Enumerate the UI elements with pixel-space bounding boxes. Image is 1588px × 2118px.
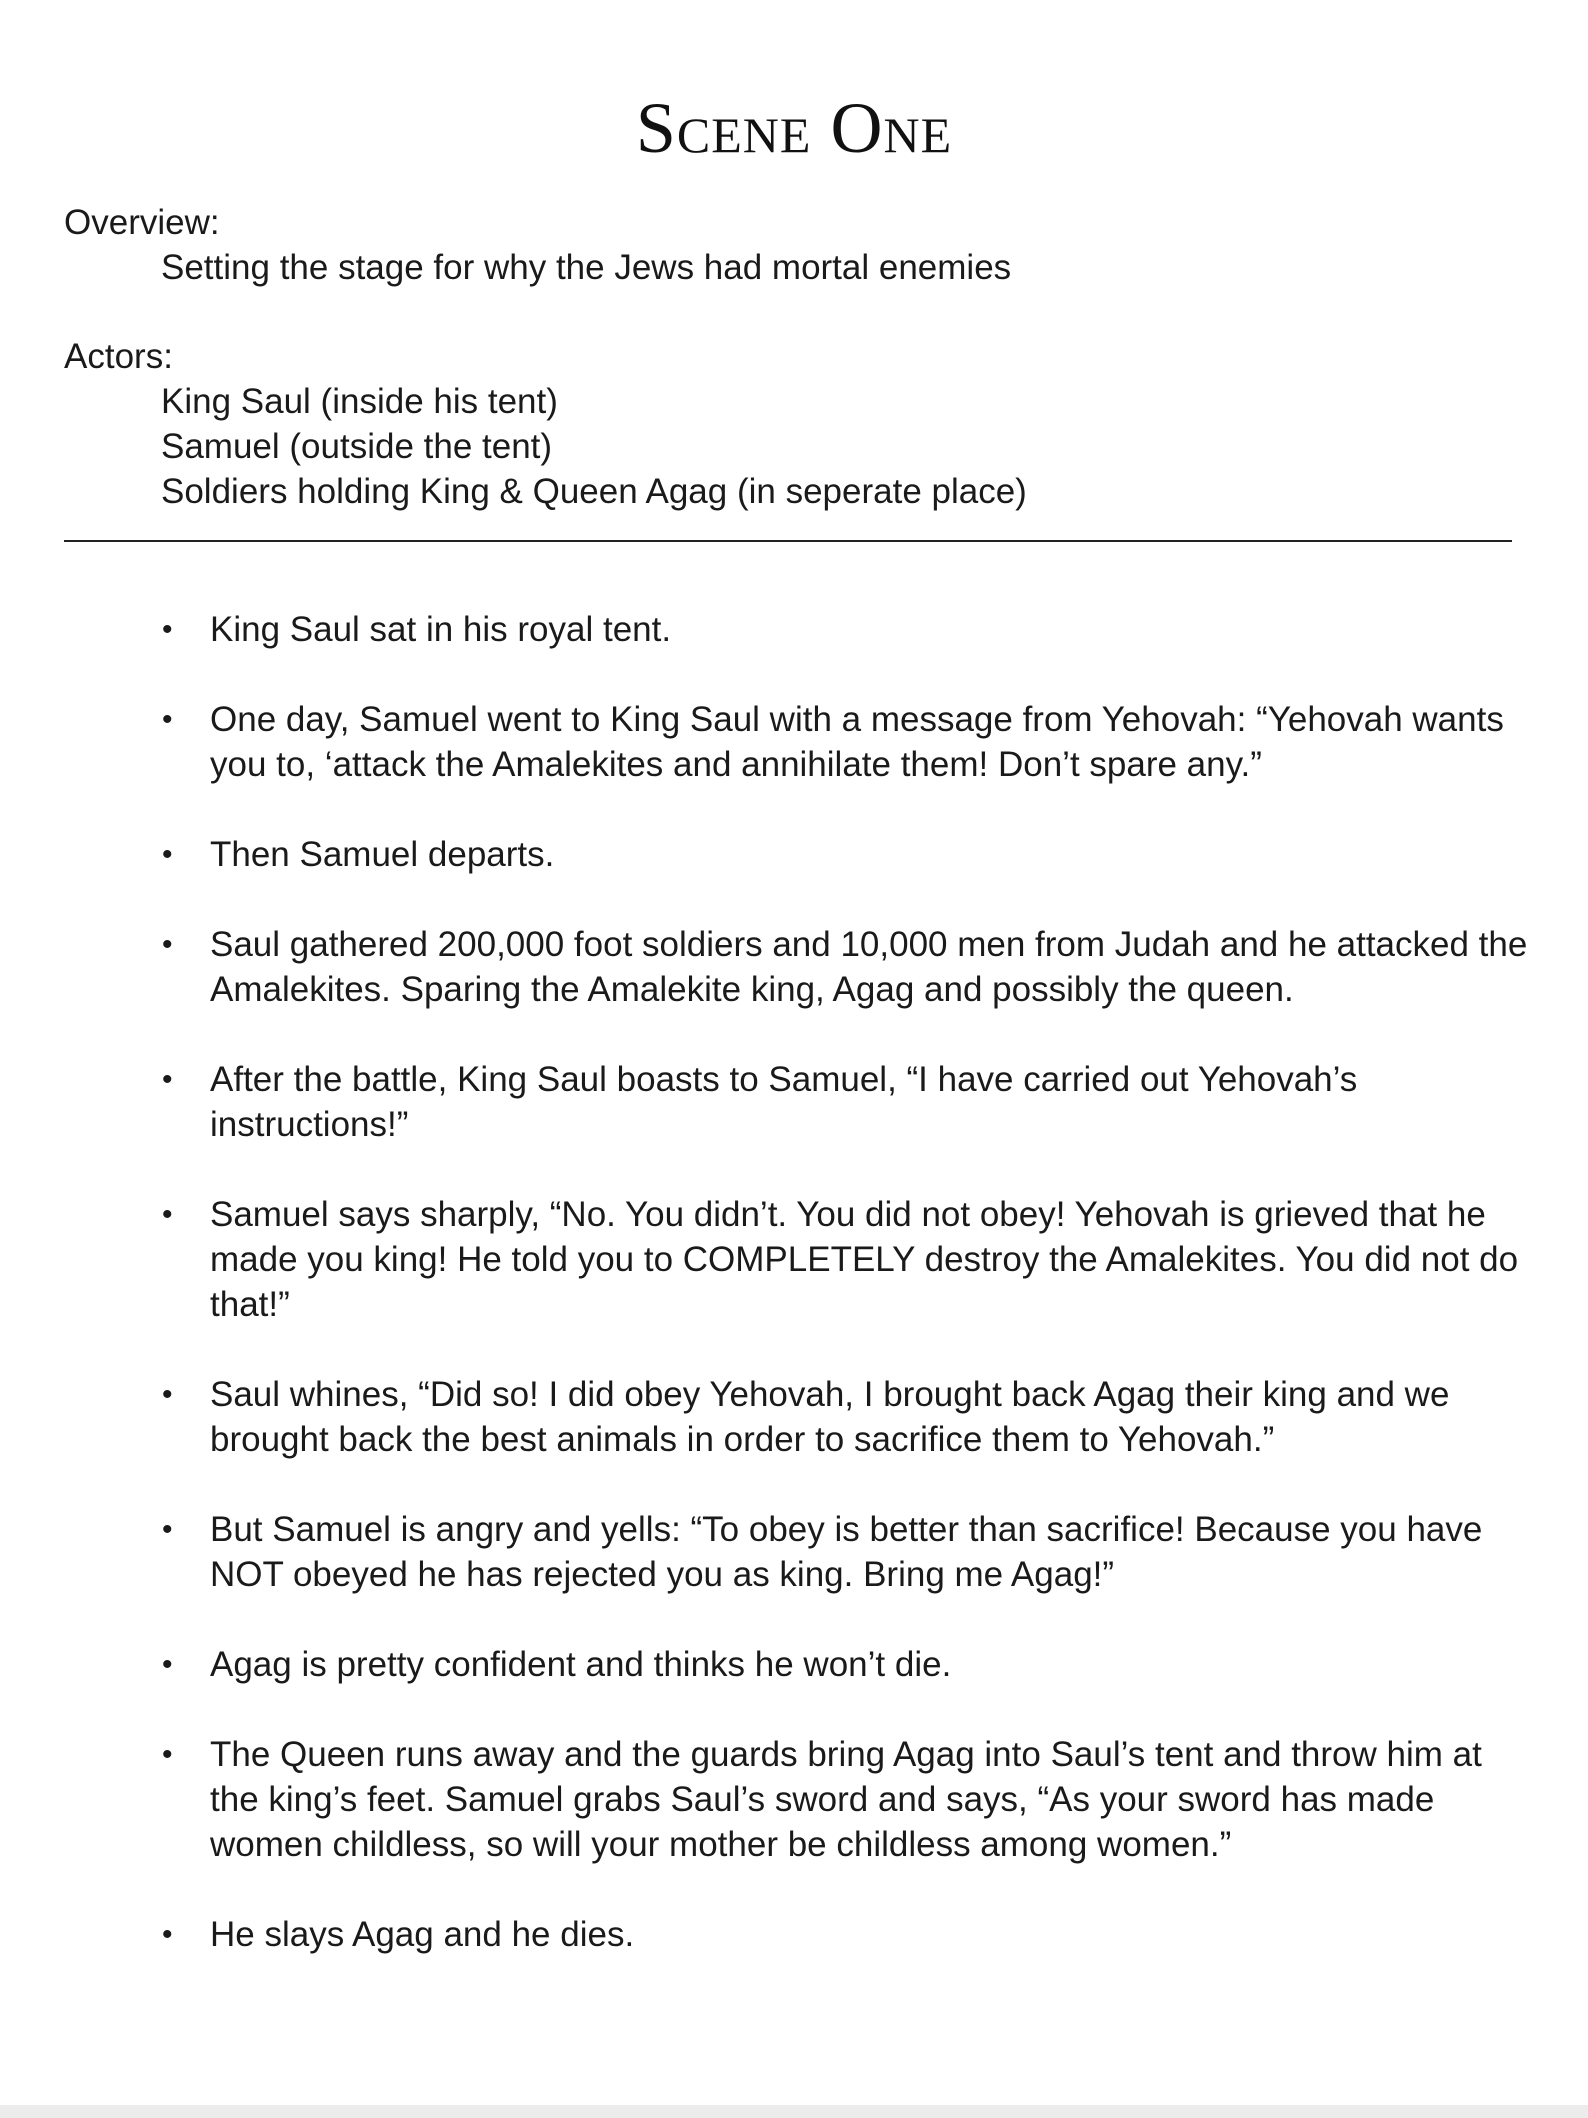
bullet-icon: • [162, 1198, 173, 1231]
actor-item: King Saul (inside his tent) [161, 382, 558, 421]
bullet-text: Saul whines, “Did so! I did obey Yehovah, I brought back Agag their king and we brought back the best animals in order to sacrifice them to Yehovah.” [210, 1375, 1450, 1459]
bullet-icon: • [162, 1063, 173, 1096]
page-title: Scene One [635, 88, 953, 168]
actors-label: Actors: [64, 337, 173, 376]
bullet-icon: • [162, 1738, 173, 1771]
bullet-icon: • [162, 928, 173, 961]
page-bottom-edge [0, 2105, 1588, 2118]
bullet-item [148, 1057, 1528, 1147]
bullet-icon: • [162, 1918, 173, 1951]
bullet-text: After the battle, King Saul boasts to Samuel, “I have carried out Yehovah’s instructions!” [210, 1060, 1358, 1144]
bullet-item [148, 1372, 1528, 1462]
bullet-item [148, 1642, 1528, 1687]
divider-line [64, 540, 1512, 542]
bullet-text: The Queen runs away and the guards bring Agag into Saul’s tent and throw him at the king’s feet. Samuel grabs Saul’s sword and says, “As your sword has made women childless, so will your mother be childless among women.” [210, 1735, 1482, 1864]
bullet-text: One day, Samuel went to King Saul with a message from Yehovah: “Yehovah wants you to, ‘attack the Amalekites and annihilate them! Don’t spare any.” [210, 700, 1504, 784]
bullet-item [148, 1912, 1528, 1957]
actor-item: Soldiers holding King & Queen Agag (in seperate place) [161, 472, 1027, 511]
bullet-icon: • [162, 613, 173, 646]
bullet-icon: • [162, 838, 173, 871]
bullet-item [148, 832, 1528, 877]
bullet-icon: • [162, 1378, 173, 1411]
scene-header [64, 200, 1514, 514]
bullet-text: But Samuel is angry and yells: “To obey is better than sacrifice! Because you have NOT obeyed he has rejected you as king. Bring me Agag!” [210, 1510, 1483, 1594]
overview-text: Setting the stage for why the Jews had mortal enemies [161, 248, 1012, 287]
bullet-icon: • [162, 703, 173, 736]
bullet-icon: • [162, 1648, 173, 1681]
actor-item: Samuel (outside the tent) [161, 427, 553, 466]
bullet-icon: • [162, 1513, 173, 1546]
bullet-text: Saul gathered 200,000 foot soldiers and 10,000 men from Judah and he attacked the Amalekites. Sparing the Amalekite king, Agag and possibly the queen. [210, 925, 1528, 1009]
bullet-item [148, 1192, 1528, 1327]
bullet-text: Samuel says sharply, “No. You didn’t. You did not obey! Yehovah is grieved that he made you king! He told you to COMPLETELY destroy the Amalekites. You did not do that!” [210, 1195, 1519, 1324]
bullet-item [148, 1732, 1528, 1867]
overview-label: Overview: [64, 203, 220, 242]
bullet-text: He slays Agag and he dies. [210, 1915, 635, 1954]
bullet-text: Then Samuel departs. [210, 835, 555, 874]
bullet-item [148, 607, 1528, 652]
bullet-item [148, 697, 1528, 787]
scene-bullet-list [148, 607, 1528, 2002]
bullet-text: Agag is pretty confident and thinks he won’t die. [210, 1645, 952, 1684]
bullet-item [148, 922, 1528, 1012]
bullet-text: King Saul sat in his royal tent. [210, 610, 672, 649]
bullet-item [148, 1507, 1528, 1597]
